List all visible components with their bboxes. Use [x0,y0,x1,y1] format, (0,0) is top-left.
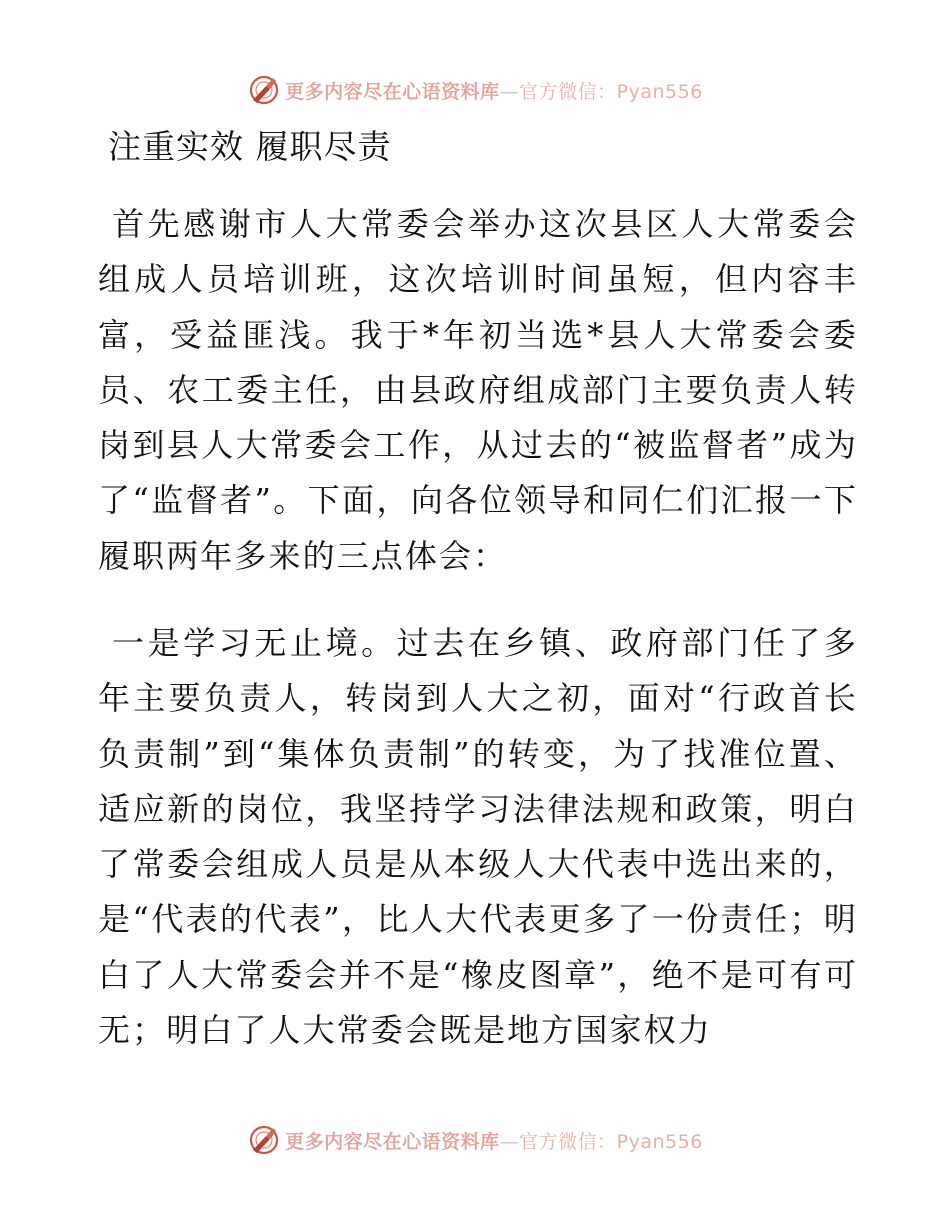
watermark-main-text: 更多内容尽在心语资料库 [285,1130,500,1153]
watermark-separator: — [499,1130,520,1153]
paragraph-intro: 首先感谢市人大常委会举办这次县区人大常委会组成人员培训班，这次培训时间虽短，但内容丰富，受益匪浅。我于*年初当选*县人大常委会委员、农工委主任，由县政府组成部门主要负责人转岗到县人大常委会工作，从过去的“被监督者”成为了“监督者”。下面，向各位领导和同仁们汇报一下履职两年多来的三点体会： [98,205,858,575]
watermark-text [285,77,703,104]
pen-circle-logo-icon [247,73,281,107]
watermark-text [285,1127,703,1154]
paragraph-point-one: 一是学习无止境。过去在乡镇、政府部门任了多年主要负责人，转岗到人大之初，面对“行政首长负责制”到“集体负责制”的转变，为了找准位置、适应新的岗位，我坚持学习法律法规和政策，明白了常委会组成人员是从本级人大代表中选出来的，是“代表的代表”，比人大代表更多了一份责任；明白了人大常委会并不是“橡皮图章”，绝不是可有可无；明白了人大常委会既是地方国家权力 [98,624,858,1050]
watermark-main-text: 更多内容尽在心语资料库 [285,80,500,103]
watermark-contact: 官方微信：Pyan556 [519,80,703,103]
header-watermark [0,70,950,110]
pen-circle-logo-icon [247,1123,281,1157]
footer-watermark [0,1120,950,1160]
watermark-separator: — [499,80,520,103]
document-title: 注重实效 履职尽责 [108,127,392,166]
watermark-contact: 官方微信：Pyan556 [519,1130,703,1153]
